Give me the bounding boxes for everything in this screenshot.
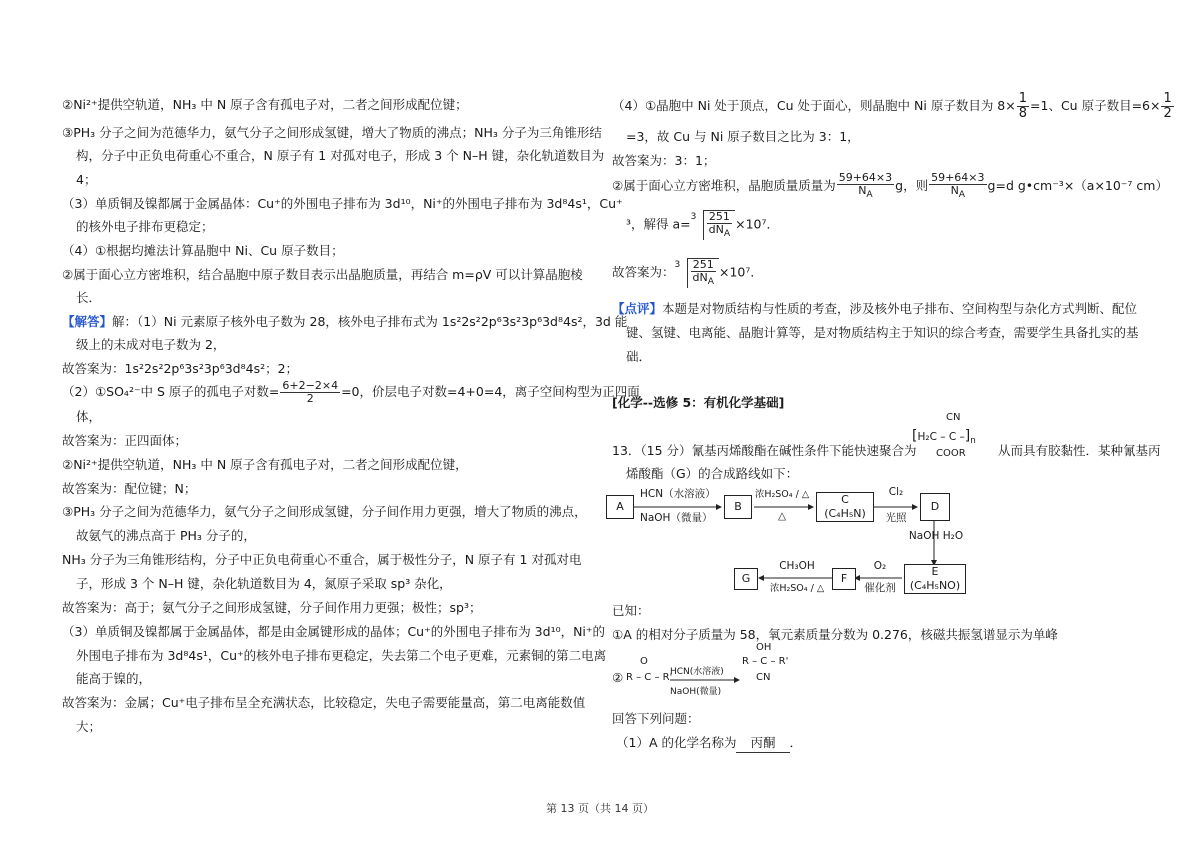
text-line (612, 300, 1137, 318)
polymer-n: n (970, 436, 976, 447)
polymer-main (912, 428, 976, 446)
product-oh: OH (756, 642, 772, 653)
answer-blank: 丙酮 (736, 734, 789, 753)
synthesis-scheme (604, 488, 1004, 598)
fraction (707, 211, 732, 240)
fraction-denominator (691, 272, 716, 288)
text-line: 故答案为：3：1； (612, 153, 716, 168)
text-line: 烯酸酯（G）的合成路线如下： (626, 466, 799, 481)
fraction (691, 259, 716, 288)
cube-root (675, 258, 719, 288)
subscript: A (723, 228, 731, 240)
answer-tag: 【解答】 (62, 314, 113, 329)
polymer-cn: CN (946, 412, 961, 423)
bracket-left: [ (912, 428, 918, 444)
text-line: 级上的未成对电子数为 2， (76, 337, 226, 352)
text-line: NH₃ 分子为三角锥形结构，分子中正负电荷重心不重合，属于极性分子，N 原子有 1 对孤对电 (62, 552, 582, 567)
reagent-ef-top: O₂ (873, 560, 887, 572)
reactant: R – C – R' (626, 672, 673, 683)
reagent-cd-top: Cl₂ (888, 486, 904, 498)
reagent-cd-bottom: 光照 (885, 512, 907, 524)
comment-tag: 【点评】 (612, 301, 663, 316)
root-index: 3 (690, 212, 697, 222)
text-span: ³，解得 a= (626, 216, 691, 232)
compound-A: A (606, 495, 634, 519)
text-span: 解：（1）Ni 元素原子核外电子数为 28，核外电子排布式为 1s²2s²2p⁶3s²3p⁶3d⁸4s²，3d 能 (112, 314, 628, 329)
fraction-numerator: 251 (691, 259, 716, 272)
known-reaction (612, 642, 832, 698)
fraction (1017, 92, 1029, 121)
text-span: N (950, 184, 959, 197)
fraction-denominator (837, 185, 894, 201)
reagent-bc-bottom: △ (777, 510, 787, 522)
polymer-structure (912, 412, 992, 468)
compound-F: F (832, 568, 856, 590)
fraction-denominator: 8 (1018, 106, 1028, 121)
subscript: A (866, 189, 873, 201)
fraction-denominator: 2 (306, 392, 314, 405)
text-line: 键、氢键、电离能、晶胞计算等，是对物质结构主于知识的综合考查，需要学生具备扎实的基 (626, 325, 1139, 340)
text-line: 构，分子中正负电荷重心不重合，N 原子有 1 对孤对电子，形成 3 个 N–H 键，杂化轨道数目为 (76, 148, 605, 163)
text-line: 的核外电子排布更稳定； (76, 219, 214, 234)
text-line: 外围电子排布为 3d⁸4s¹，Cu⁺的核外电子排布更稳定，失去第二个电子更难，元素铜的第二电离 (76, 648, 607, 663)
fraction (837, 172, 894, 201)
fraction (1161, 92, 1173, 121)
fraction-denominator (707, 224, 732, 240)
fraction-numerator: 1 (1163, 91, 1172, 106)
reagent-fg-top: CH₃OH (779, 560, 815, 572)
fraction-numerator: 59+64×3 (838, 171, 893, 184)
text-line: （3）单质铜及镍都属于金属晶体，都是由金属键形成的晶体；Cu⁺的外围电子排布为 3d¹⁰，Ni⁺的 (62, 624, 606, 639)
text-span: g，则 (895, 178, 929, 194)
text-line: 故答案为：金属；Cu⁺电子排布呈全充满状态，比较稳定，失电子需要能量高，第二电离能数值 (62, 695, 586, 710)
page-footer: 第 13 页（共 14 页） (546, 802, 654, 815)
text-line: 长． (76, 290, 102, 305)
text-span: =1、Cu 原子数目=6× (1030, 98, 1161, 113)
text-span: N (858, 184, 867, 197)
text-line: ②属于面心立方密堆积，结合晶胞中原子数目表示出晶胞质量，再结合 m=ρV 可以计算晶胞棱 (62, 267, 583, 282)
reagent-de: NaOH H₂O (908, 530, 964, 542)
fraction-denominator (929, 185, 986, 201)
root-body (703, 210, 735, 240)
text-line: ③PH₃ 分子之间为范德华力，氨气分子之间形成氢键，分子间作用力更强，增大了物质的沸点， (62, 504, 587, 519)
reagent-bottom: NaOH(微量) (670, 687, 722, 697)
reagent-ef-bottom: 催化剂 (864, 582, 896, 594)
text-line: （3）单质铜及镍都属于金属晶体：Cu⁺的外围电子排布为 3d¹⁰，Ni⁺的外围电子排布为 3d⁸4s¹，Cu⁺ (62, 196, 623, 211)
fraction-numerator: 6+2−2×4 (282, 379, 339, 392)
text-line: 故氨气的沸点高于 PH₃ 分子的， (76, 528, 256, 543)
text-line: 大； (76, 719, 102, 734)
text-line: 已知： (612, 603, 650, 618)
polymer-main-chain: H₂C – C – (917, 431, 965, 443)
text-line: 回答下列问题： (612, 711, 700, 726)
reagent-ab-bottom: NaOH（微量） (640, 512, 713, 524)
text-line (62, 380, 640, 405)
reagent-ab-top: HCN（水溶液） (640, 488, 716, 500)
text-line: 故答案为：配位键；N； (62, 481, 197, 496)
compound-E (904, 564, 966, 594)
reaction-arrow (612, 656, 832, 698)
text-line: 子，形成 3 个 N–H 键，杂化轨道数目为 4，氮原子采取 sp³ 杂化， (76, 576, 452, 591)
compound-B: B (724, 495, 752, 519)
reagent-bc-top: 浓H₂SO₄ / △ (754, 489, 810, 500)
text-span: ． (789, 735, 803, 750)
item-marker: ② (612, 670, 624, 685)
fraction (929, 172, 986, 201)
text-line (616, 734, 802, 753)
polymer-coor: COOR (936, 448, 966, 459)
text-span: （4）①晶胞中 Ni 处于顶点，Cu 处于面心，则晶胞中 Ni 原子数目为 8× (612, 98, 1016, 113)
text-line: 故答案为：正四面体； (62, 433, 188, 448)
fraction-denominator: 2 (1163, 106, 1172, 121)
reagent-top: HCN(水溶液) (670, 667, 724, 677)
text-line: ③PH₃ 分子之间为范德华力，氨气分子之间形成氢键，增大了物质的沸点；NH₃ 分子为三角锥形结 (62, 125, 602, 140)
text-span: g=d g•cm⁻³×（a×10⁻⁷ cm） (987, 178, 1168, 194)
text-line: 从而具有胶黏性．某种氰基丙 (998, 443, 1161, 458)
text-line: 础． (626, 349, 652, 364)
text-span: ②属于面心立方密堆积，晶胞质量质量为 (612, 178, 836, 194)
fraction-numerator: 251 (707, 211, 732, 224)
carbonyl-o: O (640, 656, 648, 667)
text-span: （2）①SO₄²⁻中 S 原子的孤电子对数= (62, 384, 280, 399)
text-line: =3，故 Cu 与 Ni 原子数目之比为 3：1， (626, 129, 860, 144)
text-line: ②Ni²⁺提供空轨道，NH₃ 中 N 原子含有孤电子对，二者之间形成配位键， (62, 457, 468, 472)
fraction (280, 380, 340, 405)
text-span: =0，价层电子对数=4+0=4，离子空间构型为正四面 (341, 384, 640, 399)
text-span: ×10⁷． (735, 216, 779, 232)
text-line: ①A 的相对分子质量为 58，氧元素质量分数为 0.276，核磁共振氢谱显示为单峰 (612, 627, 1058, 642)
text-line (612, 258, 763, 288)
text-line (612, 92, 1175, 121)
text-line: 故答案为：1s²2s²2p⁶3s²3p⁶3d⁸4s²；2； (62, 361, 299, 376)
text-span: dN (692, 271, 708, 284)
text-line: （4）①根据均摊法计算晶胞中 Ni、Cu 原子数目； (62, 243, 344, 258)
root-body (687, 258, 719, 288)
text-line: 4； (76, 172, 97, 187)
text-span: 本题是对物质结构与性质的考查，涉及核外电子排布、空间构型与杂化方式判断、配位 (662, 301, 1138, 316)
compound-D: D (920, 493, 950, 521)
text-span: dN (708, 223, 724, 236)
text-span: （1）A 的化学名称为 (616, 735, 737, 750)
reagent-fg-bottom: 浓H₂SO₄ / △ (769, 583, 825, 594)
compound-G: G (734, 568, 758, 590)
text-line (626, 210, 779, 240)
text-line: 体， (76, 409, 102, 424)
compound-C-label: C (841, 493, 849, 506)
text-line (62, 313, 627, 331)
root-index: 3 (674, 260, 681, 270)
text-line: 能高于镍的， (76, 671, 152, 686)
text-line: 故答案为：高于；氨气分子之间形成氢键，分子间作用力更强；极性；sp³； (62, 600, 482, 615)
fraction-numerator: 1 (1018, 91, 1028, 106)
section-heading: [化学--选修 5：有机化学基础] (612, 395, 785, 410)
text-span: 故答案为： (612, 264, 675, 280)
text-line: 13．（15 分）氰基丙烯酸酯在碱性条件下能快速聚合为 (612, 443, 917, 458)
subscript: A (958, 189, 966, 201)
cube-root (691, 210, 735, 240)
text-span: ×10⁷． (719, 264, 763, 280)
compound-E-formula: (C₄H₅NO) (909, 579, 961, 592)
compound-E-label: E (931, 565, 939, 578)
compound-C-formula: (C₄H₅N) (824, 507, 866, 520)
product: R – C – R' (742, 656, 789, 667)
subscript: A (707, 276, 714, 288)
text-line (612, 172, 1168, 201)
compound-C (816, 492, 874, 522)
product-cn: CN (756, 672, 771, 683)
bracket-right: ] (964, 428, 971, 444)
text-line: ②Ni²⁺提供空轨道，NH₃ 中 N 原子含有孤电子对，二者之间形成配位键； (62, 97, 468, 112)
fraction-numerator: 59+64×3 (931, 171, 985, 184)
